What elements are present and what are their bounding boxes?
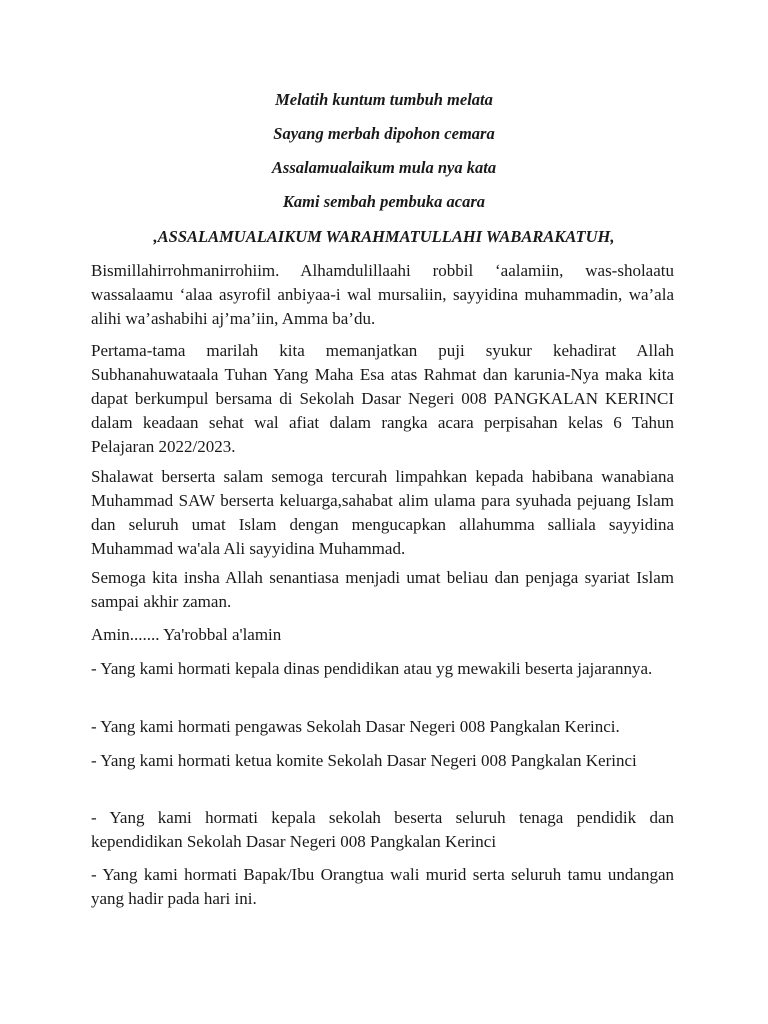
hope-paragraph: Semoga kita insha Allah senantiasa menjadi umat beliau dan penjaga syariat Islam sampai akhir zaman. bbox=[91, 568, 674, 611]
pantun-line-3: Assalamualaikum mula nya kata bbox=[271, 158, 497, 177]
greeting-heading: ,ASSALAMUALAIKUM WARAHMATULLAHI WABARAKATUH, bbox=[153, 227, 615, 246]
amin-line: Amin....... Ya'robbal a'lamin bbox=[91, 625, 282, 644]
respect-item-3: - Yang kami hormati ketua komite Sekolah Dasar Negeri 008 Pangkalan Kerinci bbox=[91, 751, 637, 770]
shalawat-paragraph: Shalawat berserta salam semoga tercurah limpahkan kepada habibana wanabiana Muhammad SAW berserta keluarga,sahabat alim ulama para syuhada pejuang Islam dan seluruh umat Islam dengan mengucapkan allahumma salliala sayyidina Muhammad wa'ala Ali sayyidina Muhammad. bbox=[91, 467, 674, 558]
respect-item-5: - Yang kami hormati Bapak/Ibu Orangtua wali murid serta seluruh tamu undangan yang hadir pada hari ini. bbox=[91, 865, 674, 908]
respect-item-2: - Yang kami hormati pengawas Sekolah Dasar Negeri 008 Pangkalan Kerinci. bbox=[91, 717, 620, 736]
respect-item-1: - Yang kami hormati kepala dinas pendidikan atau yg mewakili beserta jajarannya. bbox=[91, 659, 653, 678]
respect-item-4: - Yang kami hormati kepala sekolah beserta seluruh tenaga pendidik dan kependidikan Sekolah Dasar Negeri 008 Pangkalan Kerinci bbox=[91, 808, 674, 851]
pantun-line-1: Melatih kuntum tumbuh melata bbox=[275, 90, 493, 109]
gratitude-paragraph: Pertama-tama marilah kita memanjatkan puji syukur kehadirat Allah Subhanahuwataala Tuhan Yang Maha Esa atas Rahmat dan karunia-Nya maka kita dapat berkumpul bersama di Sekolah Dasar Negeri 008 PANGKALAN KERINCI dalam keadaan sehat wal afiat dalam rangka acara perpisahan kelas 6 Tahun Pelajaran 2022/2023. bbox=[91, 341, 674, 456]
opening-paragraph: Bismillahirrohmanirrohiim. Alhamdulillaahi robbil ‘aalamiin, was-sholaatu wassalaamu ‘alaa asyrofil anbiyaa-i wal mursaliin, sayyidina muhammadin, wa’ala alihi wa’ashabihi aj’ma’iin, Amma ba’du. bbox=[91, 261, 674, 328]
pantun-line-4: Kami sembah pembuka acara bbox=[282, 192, 486, 211]
pantun-line-2: Sayang merbah dipohon cemara bbox=[273, 124, 495, 143]
